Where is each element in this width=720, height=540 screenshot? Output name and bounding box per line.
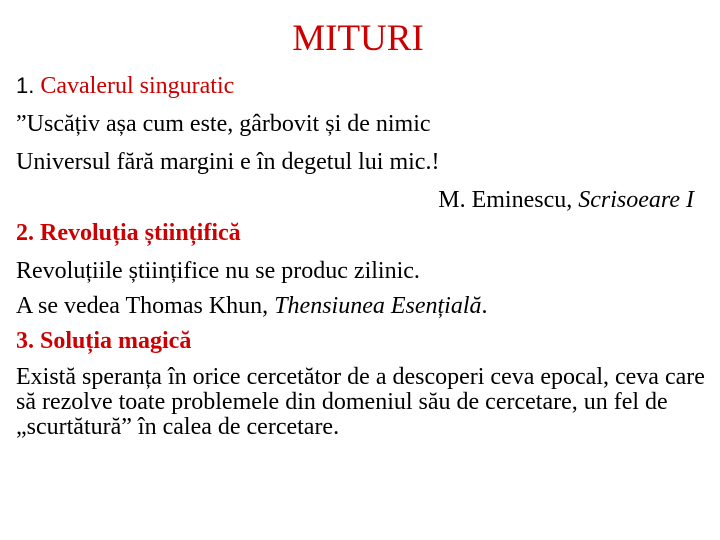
section-2-line-1: Revoluțiile științifice nu se produc zilinic. — [16, 258, 420, 284]
section-2-heading: 2. Revoluția științifică — [16, 220, 241, 246]
section-2-work: Thensiunea Esențială — [274, 293, 482, 319]
section-2-line-2 — [16, 292, 716, 320]
quote-line-1: ”Uscățiv așa cum este, gârbovit și de nimic — [16, 111, 431, 137]
section-2-suffix: . — [481, 293, 488, 319]
quote-line-2: Universul fără margini e în degetul lui mic.! — [16, 149, 440, 175]
section-3-paragraph: Există speranța în orice cercetător de a descoperi ceva epocal, ceva care să rezolve toate problemele din domeniul său de cercetare, un fel de „scurtătură” în calea de cercetare. — [16, 364, 705, 440]
section-2-prefix: A se vedea Thomas Khun, — [16, 293, 275, 319]
attribution-author: M. Eminescu, — [438, 187, 579, 213]
attribution-work: Scrisoeare I — [578, 187, 694, 213]
section-1-number: 1. — [16, 73, 35, 98]
slide-title: MITURI — [292, 18, 424, 59]
section-1-title: Cavalerul singuratic — [40, 73, 235, 99]
section-3-heading: 3. Soluția magică — [16, 328, 192, 354]
section-1-heading — [16, 72, 716, 100]
quote-attribution — [16, 186, 694, 214]
